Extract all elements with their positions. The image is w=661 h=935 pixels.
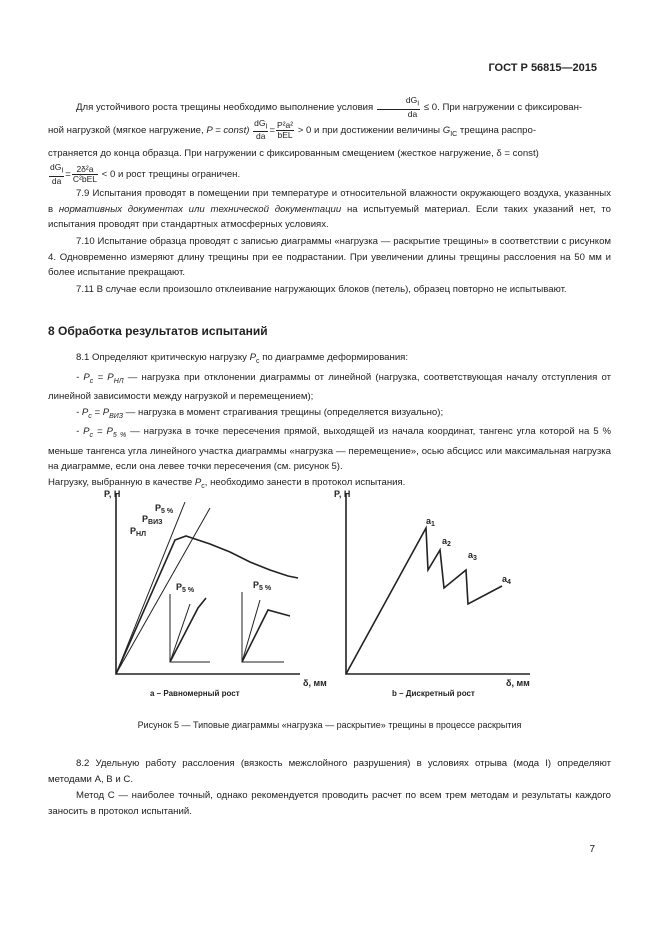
formula-dG-da: $\frac{dG_I}{da}$ bbox=[377, 96, 420, 119]
right-xlabel: δ, мм bbox=[506, 678, 530, 688]
formula-hard-loading: $\frac{\text{2δ²a}}{\text{C²bEL}}$ bbox=[72, 164, 97, 185]
right-ylabel: P, Н bbox=[334, 489, 351, 499]
paragraph-7-11: 7.11 В случае если произошло отклеивание нагружающих блоков (петель), образец повторно не испытывают. bbox=[76, 284, 567, 295]
paragraph-7-10: 7.10 Испытание образца проводят с записью диаграммы «нагрузка — раскрытие трещины» в соответствии с рисунком 4. Одновременно измеряют длину трещины при ее подрастании. При увеличении длины трещины расслоения на 50 мм и более испытание прекращают. bbox=[48, 236, 611, 279]
left-xlabel: δ, мм bbox=[303, 678, 327, 688]
paragraph-8-1: 8.1 Определяют критическую нагрузку $P_c$ по диаграмме деформирования: - $P_c = P_{НЛ}$ — нагрузка при отклонении диаграммы от линейной (нагрузка, соответствующая началу отступления от линейной зависимости между нагрузкой и перемещением); - $P_c = P_{ВИЗ}$ — нагрузка в момент страгивания трещины (определяется визуально); - $P_c = P_{5 \%}$ — нагрузка в точке пересечения прямой, выходящей из начала координат, тангенс угла которой на 5 % меньше тангенса угла линейного участка диаграммы «нагрузка — перемещение», осью абсцисс или максимальная нагрузка на диаграмме, если она левее точки пересечения (см. рисунок 5). Нагрузку, выбранную в качестве $P_c$, необходимо занести в протокол испытания. bbox=[48, 352, 612, 490]
label-pnl: $P_{НЛ}$ bbox=[130, 526, 146, 538]
figure-caption: Рисунок 5 — Типовые диаграммы «нагрузка — раскрытие» трещины в процессе раскрытия bbox=[137, 720, 522, 730]
inset2-label: $P_{5 \%}$ bbox=[253, 580, 272, 592]
formula-dG-da-3: $\frac{dG_I}{da}$ bbox=[50, 162, 64, 187]
intro-paragraph: Для устойчивого роста трещины необходимо выполнение условия $\frac{dG_I}{da}$ ≤ 0. При нагружении с фиксирован- ной нагрузкой (мягкое нагружение, P = const) $\frac{dG_I}{da}$ = $\frac{\text{P²a²}}{\text{bEL}}$ > 0 и при достижении величины $G_{IC}$ трещина распро- страняется до конца образца. При нагружении с фиксированным смещением (жесткое нагружение, δ = const) $\frac{dG_I}{da}$ = $\frac{\text{2δ²a}}{\text{C²bEL}}$ < 0 и рост трещины ограничен. bbox=[48, 95, 583, 187]
inset2-axes bbox=[242, 592, 284, 662]
inset1-label: $P_{5 \%}$ bbox=[176, 582, 195, 594]
label-a3: $a_3$ bbox=[468, 550, 477, 562]
paragraph-7-9: 7.9 Испытания проводят в помещении при температуре и относительной влажности окружающего воздуха, указанных в нормативных документах или технической документации на испытуемый материал. Если таких указаний нет, то испытания проводят при стандартных атмосферных условиях. bbox=[48, 188, 612, 231]
inset1-line bbox=[170, 604, 190, 662]
formula-dG-da-2: $\frac{dG_I}{da}$ bbox=[254, 117, 268, 142]
figure-5 bbox=[90, 484, 540, 706]
right-caption: b – Дискретный рост bbox=[392, 689, 475, 698]
left-ylabel: P, Н bbox=[104, 489, 121, 499]
paragraph-8-2: 8.2 Удельную работу расслоения (вязкость межслойного разрушения) в условиях отрыва (мода I) определяют методами А, В и С. bbox=[48, 758, 611, 785]
label-a4: $a_4$ bbox=[502, 574, 511, 586]
left-caption: a – Равномерный рост bbox=[150, 689, 240, 698]
label-pviz: $P_{ВИЗ}$ bbox=[142, 514, 163, 526]
label-a2: $a_2$ bbox=[442, 536, 451, 548]
right-curve bbox=[346, 528, 502, 674]
inset1-curve bbox=[170, 598, 206, 662]
label-p5: $P_{5 \%}$ bbox=[155, 503, 174, 515]
standard-header: ГОСТ Р 56815—2015 bbox=[488, 62, 597, 74]
section-8-title: 8 Обработка результатов испытаний bbox=[48, 324, 268, 338]
right-axes bbox=[346, 494, 530, 674]
label-a1: $a_1$ bbox=[426, 516, 435, 528]
formula-soft-loading: $\frac{\text{P²a²}}{\text{bEL}}$ bbox=[277, 119, 294, 140]
page-number: 7 bbox=[589, 844, 595, 855]
paragraph-8-2-method-c: Метод С — наиболее точный, однако рекомендуется проводить расчет по всем трем методам и результаты каждого заносить в протокол испытаний. bbox=[48, 790, 611, 817]
